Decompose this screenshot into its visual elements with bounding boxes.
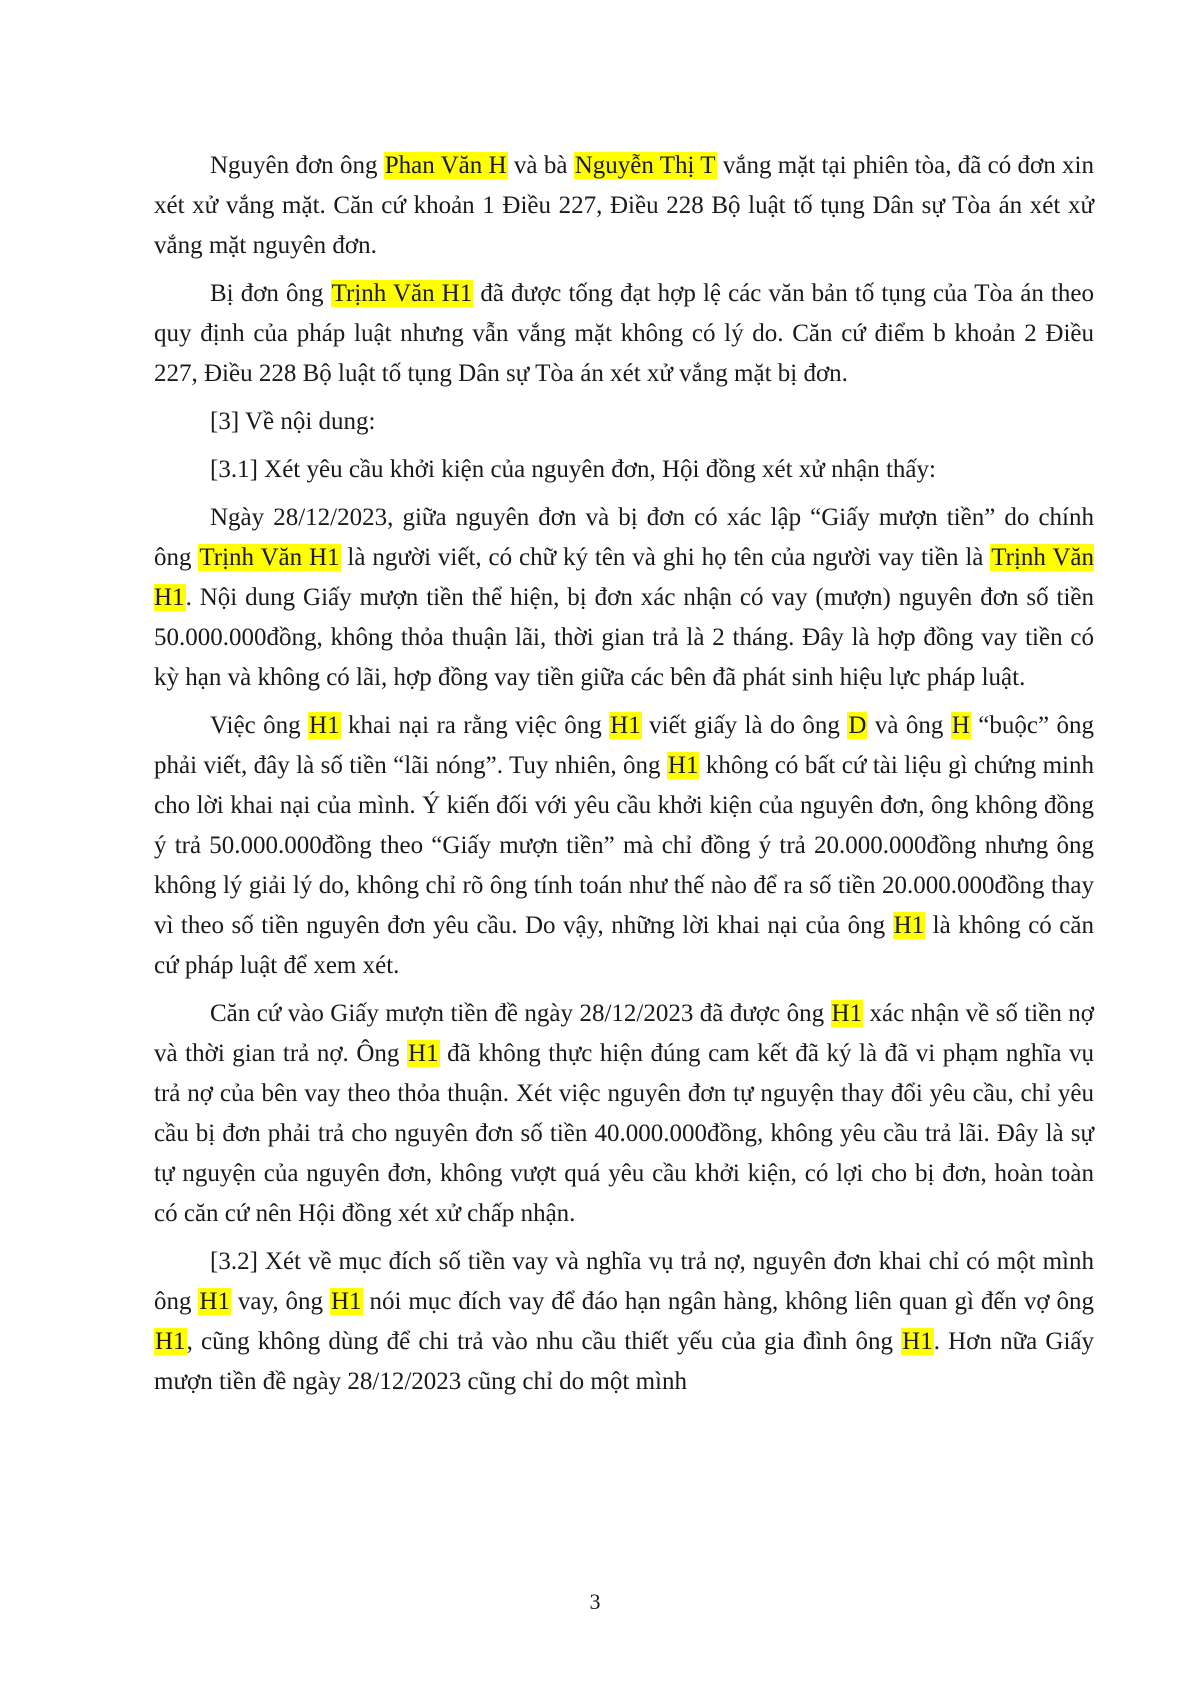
text-segment: [3.2] Xét về mục đích số tiền vay và nghĩa vụ trả nợ, nguyên đơn khai chỉ có một mình ông bbox=[154, 1248, 1094, 1315]
highlighted-name: Trịnh Văn H1 bbox=[331, 280, 473, 307]
text-segment: viết giấy là do ông bbox=[641, 712, 848, 739]
paragraph bbox=[154, 274, 1094, 394]
paragraph bbox=[154, 450, 1094, 490]
paragraph bbox=[154, 1242, 1094, 1402]
document-body bbox=[154, 146, 1094, 1402]
text-segment: đã không thực hiện đúng cam kết đã ký là đã vi phạm nghĩa vụ trả nợ của bên vay theo thỏa thuận. Xét việc nguyên đơn tự nguyện thay đổi yêu cầu, chỉ yêu cầu bị đơn phải trả cho nguyên đơn số tiền 40.000.000đồng, không yêu cầu trả lãi. Đây là sự tự nguyện của nguyên đơn, không vượt quá yêu cầu khởi kiện, có lợi cho bị đơn, hoàn toàn có căn cứ nên Hội đồng xét xử chấp nhận. bbox=[154, 1040, 1094, 1227]
text-segment: Nguyên đơn ông bbox=[210, 152, 384, 179]
text-segment: . Nội dung Giấy mượn tiền thể hiện, bị đơn xác nhận có vay (mượn) nguyên đơn số tiền 50.000.000đồng, không thỏa thuận lãi, thời gian trả là 2 tháng. Đây là hợp đồng vay tiền có kỳ hạn và không có lãi, hợp đồng vay tiền giữa các bên đã phát sinh hiệu lực pháp luật. bbox=[154, 584, 1094, 691]
highlighted-name: Trịnh Văn H1 bbox=[199, 544, 340, 571]
highlighted-name: H1 bbox=[199, 1288, 230, 1315]
text-segment: khai nại ra rằng việc ông bbox=[340, 712, 610, 739]
text-segment: “buộc” ông phải viết, đây là số tiền “lãi nóng”. Tuy nhiên, ông bbox=[154, 712, 1094, 779]
text-segment: nói mục đích vay để đáo hạn ngân hàng, không liên quan gì đến vợ ông bbox=[362, 1288, 1094, 1315]
text-segment: là không có căn cứ pháp luật để xem xét. bbox=[154, 912, 1094, 979]
text-segment: vay, ông bbox=[230, 1288, 330, 1315]
highlighted-name: H1 bbox=[893, 912, 925, 939]
text-segment: là người viết, có chữ ký tên và ghi họ tên của người vay tiền là bbox=[340, 544, 991, 571]
paragraph bbox=[154, 994, 1094, 1234]
highlighted-name: H1 bbox=[330, 1288, 362, 1315]
text-segment: [3.1] Xét yêu cầu khởi kiện của nguyên đơn, Hội đồng xét xử nhận thấy: bbox=[210, 456, 936, 483]
paragraph bbox=[154, 706, 1094, 986]
text-segment: , cũng không dùng để chi trả vào nhu cầu thiết yếu của gia đình ông bbox=[186, 1328, 902, 1355]
text-segment: đã được tống đạt hợp lệ các văn bản tố tụng của Tòa án theo quy định của pháp luật nhưng vẫn vắng mặt không có lý do. Căn cứ điểm b khoản 2 Điều 227, Điều 228 Bộ luật tố tụng Dân sự Tòa án xét xử vắng mặt bị đơn. bbox=[154, 280, 1094, 387]
paragraph bbox=[154, 498, 1094, 698]
highlighted-name: H1 bbox=[407, 1040, 439, 1067]
text-segment: và bà bbox=[507, 152, 574, 179]
highlighted-name: D bbox=[848, 712, 867, 739]
highlighted-name: Nguyễn Thị T bbox=[574, 152, 716, 179]
text-segment: Việc ông bbox=[210, 712, 309, 739]
highlighted-name: Trịnh Văn H1 bbox=[154, 544, 1094, 611]
highlighted-name: H1 bbox=[155, 1328, 186, 1355]
text-segment: không có bất cứ tài liệu gì chứng minh cho lời khai nại của mình. Ý kiến đối với yêu cầu khởi kiện của nguyên đơn, ông không đồng ý trả 50.000.000đồng theo “Giấy mượn tiền” mà chỉ đồng ý trả 20.000.000đồng nhưng ông không lý giải lý do, không chỉ rõ ông tính toán như thế nào để ra số tiền 20.000.000đồng thay vì theo số tiền nguyên đơn yêu cầu. Do vậy, những lời khai nại của ông bbox=[154, 752, 1094, 939]
highlighted-name: Phan Văn H bbox=[384, 152, 507, 179]
paragraph bbox=[154, 402, 1094, 442]
highlighted-name: H1 bbox=[610, 712, 641, 739]
highlighted-name: H1 bbox=[309, 712, 340, 739]
text-segment: và ông bbox=[867, 712, 951, 739]
highlighted-name: H1 bbox=[831, 1000, 863, 1027]
text-segment: . Hơn nữa Giấy mượn tiền đề ngày 28/12/2023 cũng chỉ do một mình bbox=[154, 1328, 1094, 1395]
text-segment: Căn cứ vào Giấy mượn tiền đề ngày 28/12/2023 đã được ông bbox=[210, 1000, 831, 1027]
highlighted-name: H1 bbox=[902, 1328, 933, 1355]
text-segment: Ngày 28/12/2023, giữa nguyên đơn và bị đơn có xác lập “Giấy mượn tiền” do chính ông bbox=[154, 504, 1094, 571]
text-segment: xác nhận về số tiền nợ và thời gian trả nợ. Ông bbox=[154, 1000, 1094, 1067]
text-segment: Bị đơn ông bbox=[210, 280, 331, 307]
text-segment: vắng mặt tại phiên tòa, đã có đơn xin xét xử vắng mặt. Căn cứ khoản 1 Điều 227, Điều 228 Bộ luật tố tụng Dân sự Tòa án xét xử vắng mặt nguyên đơn. bbox=[154, 152, 1094, 259]
highlighted-name: H1 bbox=[667, 752, 699, 779]
paragraph bbox=[154, 146, 1094, 266]
highlighted-name: H bbox=[951, 712, 970, 739]
page-number: 3 bbox=[589, 1589, 601, 1614]
text-segment: [3] Về nội dung: bbox=[210, 408, 376, 435]
